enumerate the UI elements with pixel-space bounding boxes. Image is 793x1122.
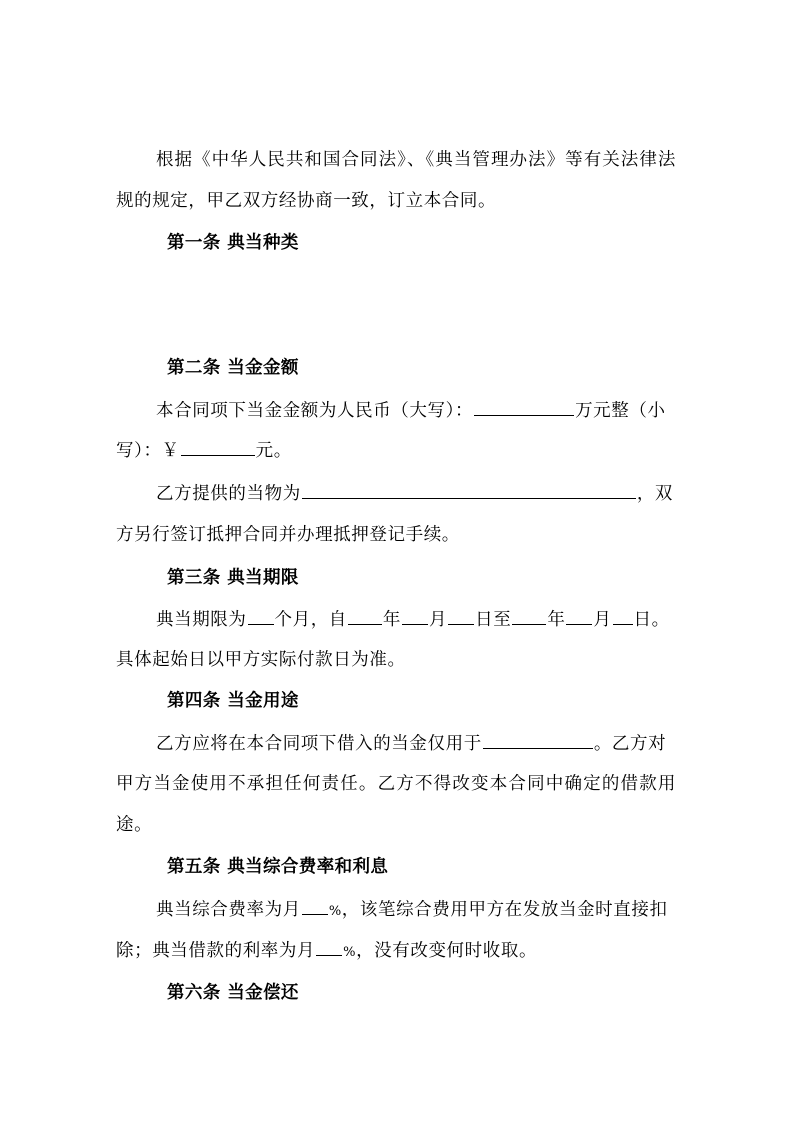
heading-article-2: 第二条 当金金额 bbox=[167, 358, 299, 378]
pledge-text-b: ，双 bbox=[636, 484, 674, 504]
term-text-f: 年 bbox=[547, 610, 566, 630]
interest-rate-blank[interactable] bbox=[316, 937, 342, 956]
interest-percent-sign: % bbox=[343, 945, 357, 960]
pledge-text-a: 乙方提供的当物为 bbox=[156, 484, 301, 504]
paragraph-term-line-1 bbox=[156, 606, 676, 632]
paragraph-intro-line-2: 规的规定，甲乙双方经协商一致，订立本合同。 bbox=[116, 191, 497, 211]
amount-text-d: 元。 bbox=[255, 441, 292, 461]
paragraph-usage-line-1 bbox=[156, 730, 676, 756]
amount-text-c: 写）：￥ bbox=[116, 441, 180, 461]
term-months-blank[interactable] bbox=[248, 606, 274, 625]
usage-text-a: 乙方应将在本合同项下借入的当金仅用于 bbox=[156, 734, 482, 754]
end-year-blank[interactable] bbox=[512, 606, 546, 625]
interest-text-b: ，没有改变何时收取。 bbox=[356, 941, 538, 961]
paragraph-fee-line-1 bbox=[156, 896, 676, 922]
usage-text-b: 。乙方对 bbox=[593, 734, 667, 754]
paragraph-fee-line-2 bbox=[116, 937, 676, 963]
fee-rate-blank[interactable] bbox=[302, 896, 328, 915]
term-text-a: 典当期限为 bbox=[156, 610, 247, 630]
term-text-b: 个月，自 bbox=[274, 610, 347, 630]
amount-text-b: 万元整（小 bbox=[575, 401, 666, 421]
amount-lowercase-blank[interactable] bbox=[181, 437, 255, 456]
paragraph-term-line-2: 具体起始日以甲方实际付款日为准。 bbox=[116, 650, 406, 670]
heading-article-5: 第五条 典当综合费率和利息 bbox=[167, 857, 389, 877]
fee-text-a: 典当综合费率为月 bbox=[156, 900, 301, 920]
usage-purpose-blank[interactable] bbox=[483, 730, 593, 749]
interest-text-a: 除；典当借款的利率为月 bbox=[116, 941, 316, 961]
fee-percent-sign: % bbox=[328, 904, 342, 919]
pledge-item-blank[interactable] bbox=[302, 480, 636, 499]
heading-article-4: 第四条 当金用途 bbox=[167, 691, 299, 711]
term-text-e: 日至 bbox=[475, 610, 512, 630]
term-text-d: 月 bbox=[429, 610, 448, 630]
term-text-c: 年 bbox=[382, 610, 402, 630]
paragraph-usage-line-3: 途。 bbox=[116, 815, 153, 835]
amount-uppercase-blank[interactable] bbox=[474, 397, 574, 416]
start-year-blank[interactable] bbox=[348, 606, 382, 625]
heading-article-3: 第三条 典当期限 bbox=[167, 568, 299, 588]
paragraph-amount-line-2 bbox=[116, 437, 676, 463]
paragraph-amount-line-1 bbox=[156, 397, 676, 423]
paragraph-intro-line-1: 根据《中华人民共和国合同法》、《典当管理办法》等有关法律法 bbox=[156, 150, 676, 170]
start-month-blank[interactable] bbox=[402, 606, 428, 625]
term-text-g: 月 bbox=[593, 610, 612, 630]
end-day-blank[interactable] bbox=[613, 606, 633, 625]
term-text-h: 日。 bbox=[633, 610, 670, 630]
amount-text-a: 本合同项下当金金额为人民币（大写）： bbox=[156, 401, 474, 421]
heading-article-6: 第六条 当金偿还 bbox=[167, 983, 299, 1003]
paragraph-usage-line-2: 甲方当金使用不承担任何责任。乙方不得改变本合同中确定的借款用 bbox=[116, 774, 676, 794]
start-day-blank[interactable] bbox=[448, 606, 474, 625]
paragraph-pledge-line-1 bbox=[156, 480, 676, 506]
heading-article-1: 第一条 典当种类 bbox=[167, 233, 299, 253]
paragraph-pledge-line-2: 方另行签订抵押合同并办理抵押登记手续。 bbox=[116, 525, 460, 545]
end-month-blank[interactable] bbox=[566, 606, 592, 625]
fee-text-b: ，该笔综合费用甲方在发放当金时直接扣 bbox=[341, 900, 668, 920]
